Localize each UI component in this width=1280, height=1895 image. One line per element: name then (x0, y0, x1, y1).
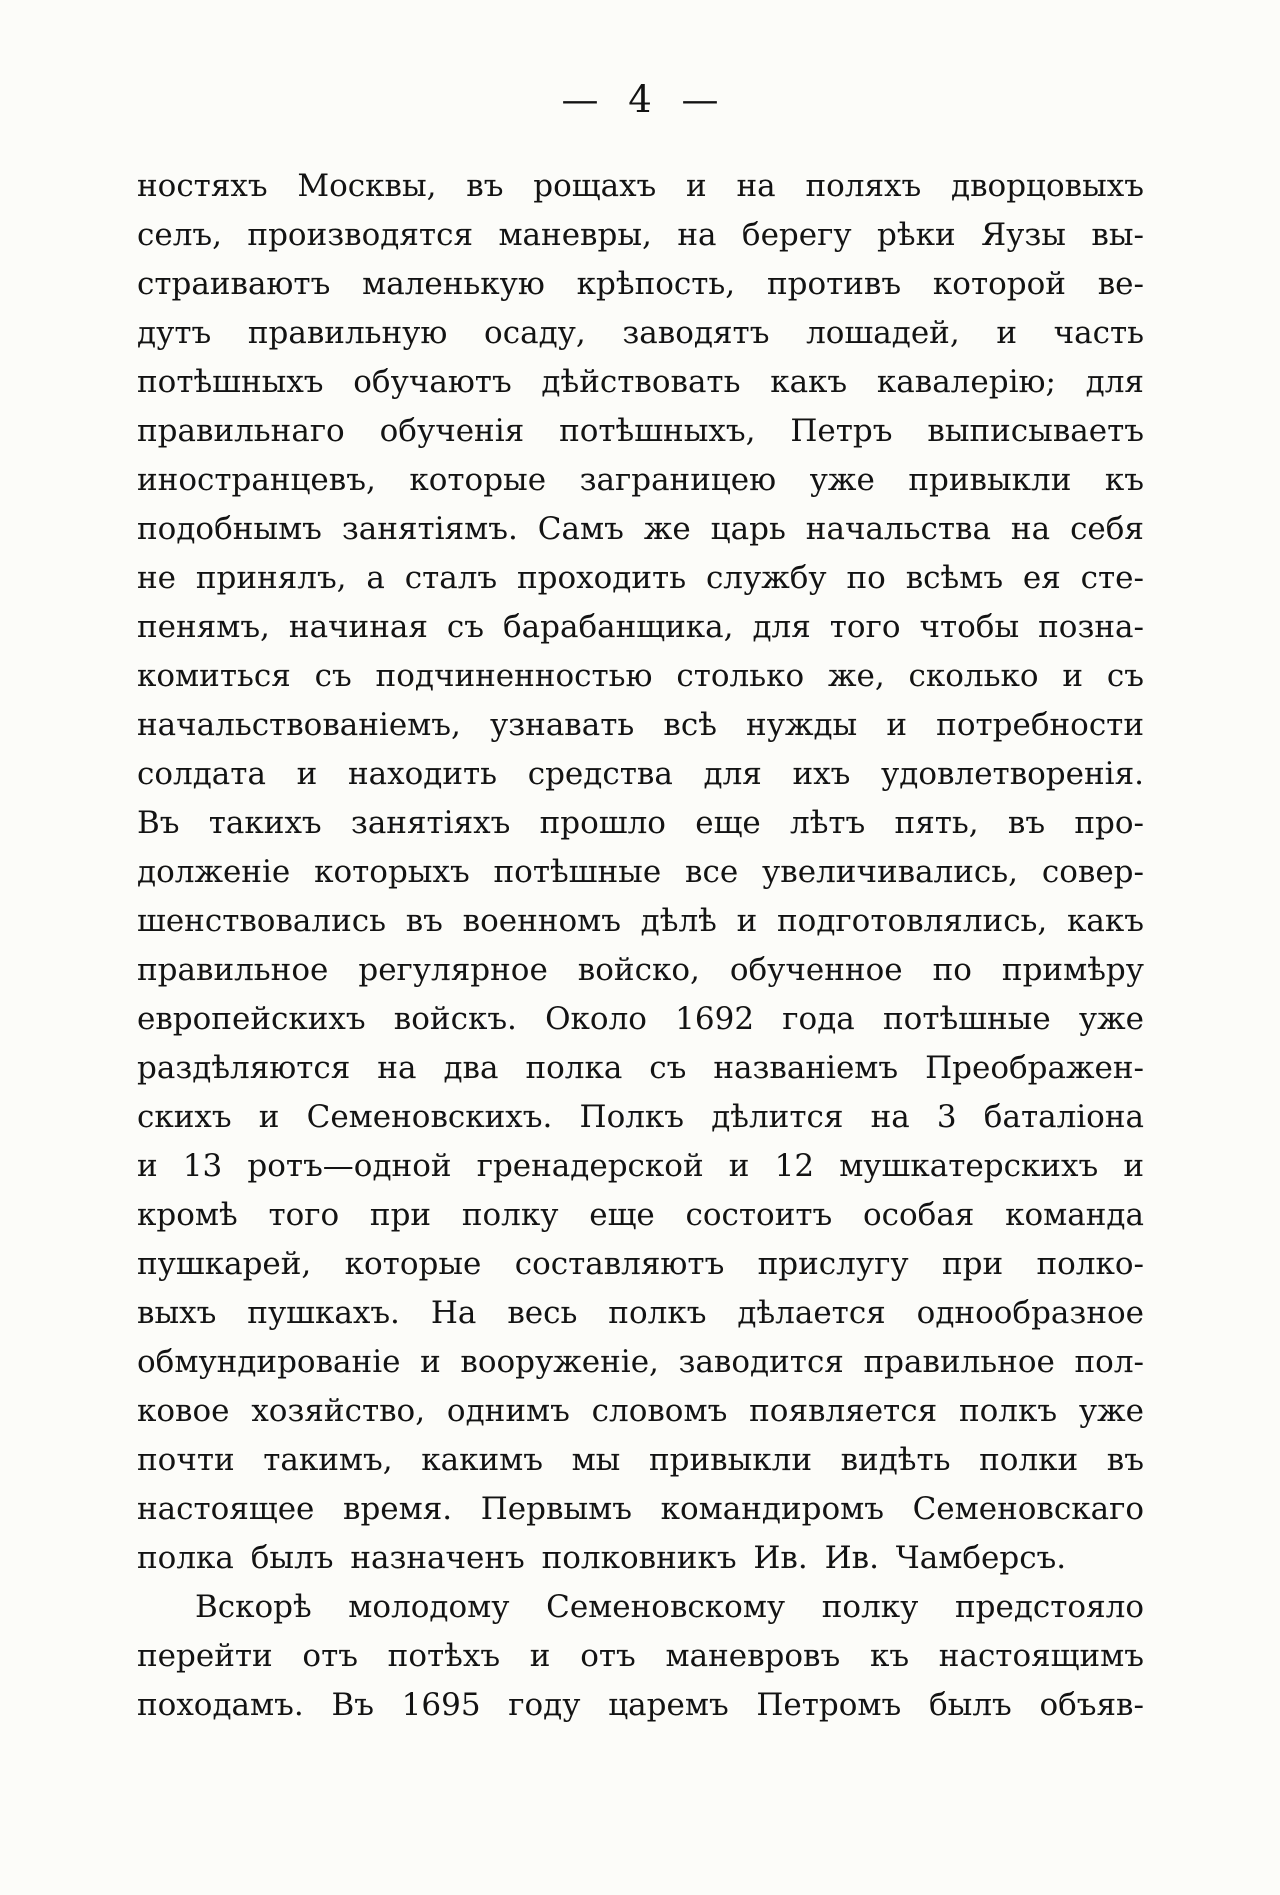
text-line: не принялъ, а сталъ проходить службу по всѣмъ ея сте- (137, 560, 1144, 596)
text-line: правильное регулярное войско, обученное по примѣру (137, 952, 1144, 988)
text-line: правильнаго обученія потѣшныхъ, Петръ выписываетъ (137, 413, 1144, 449)
text-line: настоящее время. Первымъ командиромъ Семеновскаго (137, 1491, 1144, 1527)
text-line: иностранцевъ, которые заграницею уже привыкли къ (137, 462, 1144, 498)
text-line: Въ такихъ занятіяхъ прошло еще лѣтъ пять, въ про- (137, 805, 1144, 841)
text-line: кромѣ того при полку еще состоитъ особая команда (137, 1197, 1144, 1233)
text-line: ностяхъ Москвы, въ рощахъ и на поляхъ дворцовыхъ (137, 168, 1144, 204)
text-line: дутъ правильную осаду, заводятъ лошадей, и часть (137, 315, 1144, 351)
text-line: ковое хозяйство, однимъ словомъ появляется полкъ уже (137, 1393, 1144, 1429)
text-line: страиваютъ маленькую крѣпость, противъ которой ве- (137, 266, 1144, 302)
text-line: Вскорѣ молодому Семеновскому полку предстояло (195, 1589, 1144, 1625)
text-line: комиться съ подчиненностью столько же, сколько и съ (137, 658, 1144, 694)
text-line: раздѣляются на два полка съ названіемъ Преображен- (137, 1050, 1144, 1086)
text-line: выхъ пушкахъ. На весь полкъ дѣлается однообразное (137, 1295, 1144, 1331)
text-line: селъ, производятся маневры, на берегу рѣки Яузы вы- (137, 217, 1144, 253)
text-line: полка былъ назначенъ полковникъ Ив. Ив. Чамберсъ. (137, 1540, 1067, 1576)
text-line: подобнымъ занятіямъ. Самъ же царь начальства на себя (137, 511, 1144, 547)
text-line: долженіе которыхъ потѣшные все увеличивались, совер- (137, 854, 1144, 890)
text-line: пушкарей, которые составляютъ прислугу при полко- (137, 1246, 1144, 1282)
text-line: перейти отъ потѣхъ и отъ маневровъ къ настоящимъ (137, 1638, 1144, 1674)
text-line: походамъ. Въ 1695 году царемъ Петромъ былъ объяв- (137, 1687, 1144, 1723)
page-text-block (137, 162, 1144, 1730)
text-line: солдата и находить средства для ихъ удовлетворенія. (137, 756, 1144, 792)
text-line: начальствованіемъ, узнавать всѣ нужды и потребности (137, 707, 1144, 743)
text-line: и 13 ротъ—одной гренадерской и 12 мушкатерскихъ и (137, 1148, 1144, 1184)
text-line: шенствовались въ военномъ дѣлѣ и подготовлялись, какъ (137, 903, 1144, 939)
text-line: скихъ и Семеновскихъ. Полкъ дѣлится на 3 баталіона (137, 1099, 1144, 1135)
page-number-header: — 4 — (561, 78, 719, 121)
text-line: обмундированіе и вооруженіе, заводится правильное пол- (137, 1344, 1144, 1380)
text-line: европейскихъ войскъ. Около 1692 года потѣшные уже (137, 1001, 1144, 1037)
text-line: потѣшныхъ обучаютъ дѣйствовать какъ кавалерію; для (137, 364, 1144, 400)
text-line: пенямъ, начиная съ барабанщика, для того чтобы позна- (137, 609, 1144, 645)
text-line: почти такимъ, какимъ мы привыкли видѣть полки въ (137, 1442, 1144, 1478)
